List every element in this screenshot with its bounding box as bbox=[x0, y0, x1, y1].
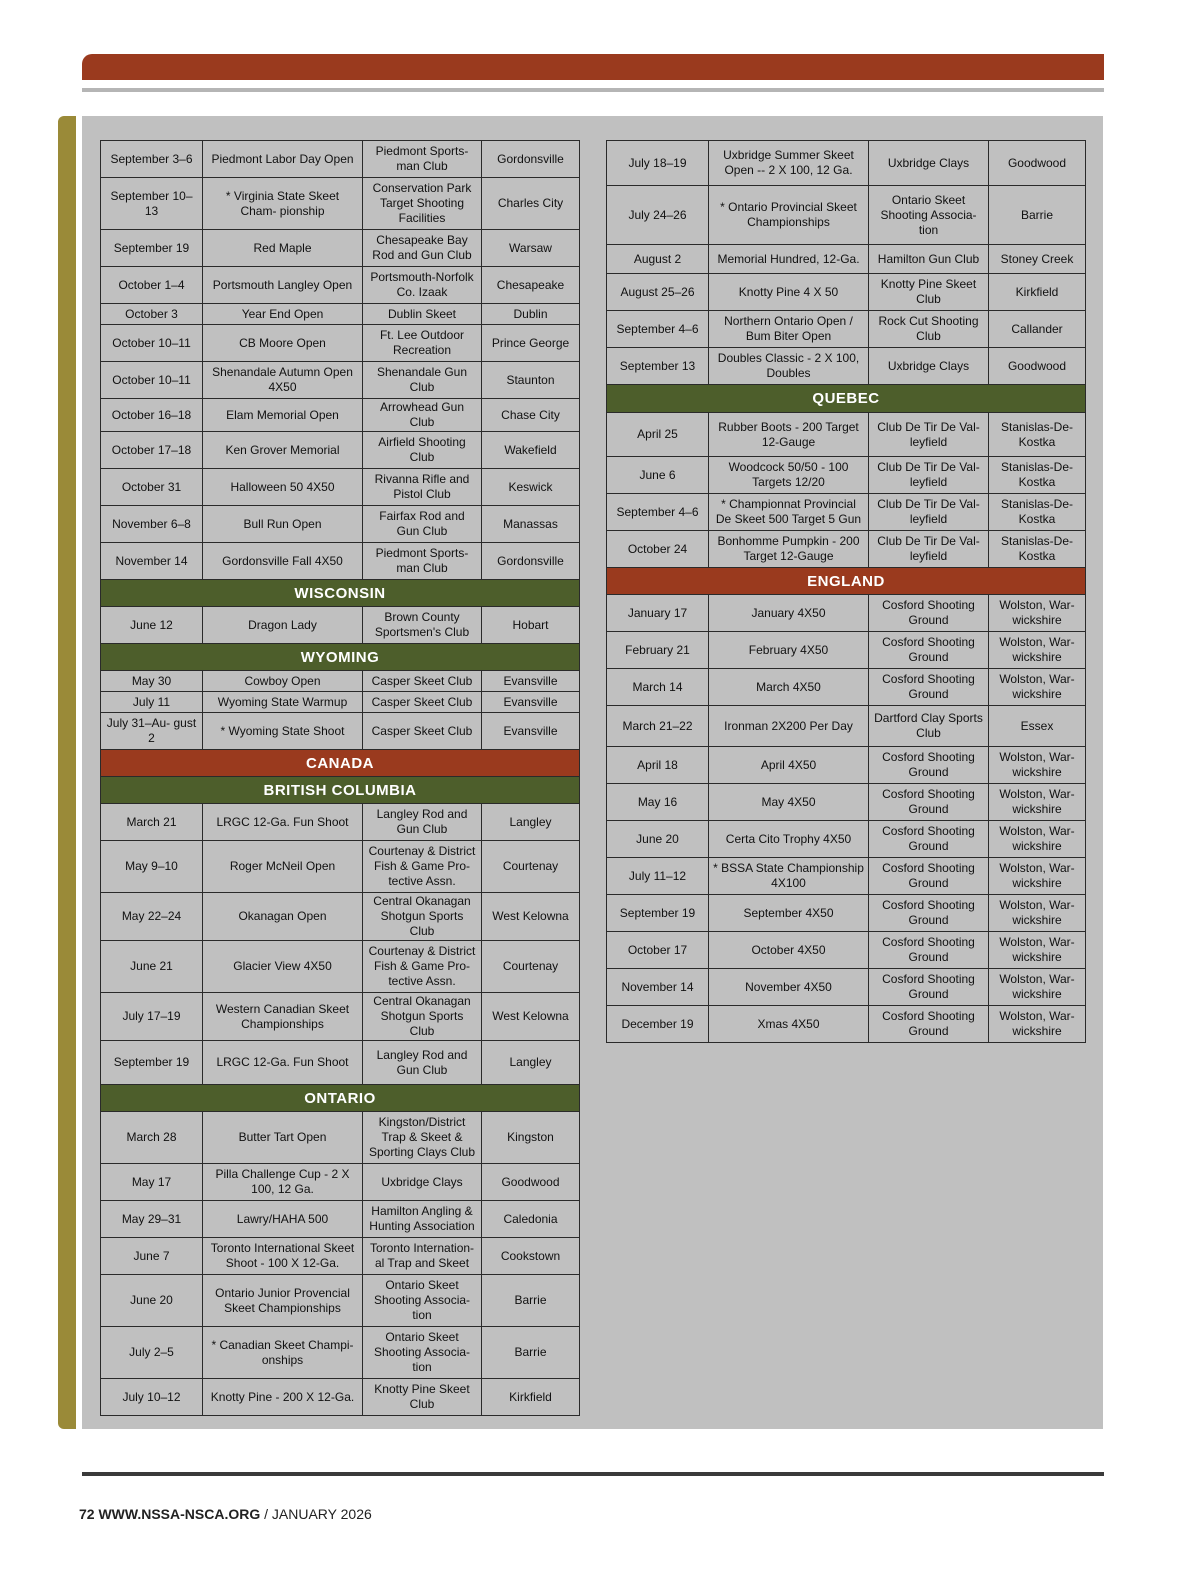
event-location: Evansville bbox=[482, 713, 580, 750]
event-date: July 11 bbox=[101, 692, 203, 713]
event-date: May 29–31 bbox=[101, 1201, 203, 1238]
event-name: Glacier View 4X50 bbox=[203, 941, 363, 993]
event-location: Gordonsville bbox=[482, 141, 580, 178]
section-header: ENGLAND bbox=[607, 568, 1086, 595]
event-location: Hobart bbox=[482, 607, 580, 644]
event-location: Stanislas-De- Kostka bbox=[989, 457, 1086, 494]
event-date: January 17 bbox=[607, 595, 709, 632]
table-row bbox=[101, 432, 580, 469]
event-date: September 13 bbox=[607, 348, 709, 385]
event-club: Airfield Shooting Club bbox=[363, 432, 482, 469]
event-name: * Championnat Provincial De Skeet 500 Target 5 Gun bbox=[709, 494, 869, 531]
event-name: November 4X50 bbox=[709, 969, 869, 1006]
event-name: Xmas 4X50 bbox=[709, 1006, 869, 1043]
event-date: May 9–10 bbox=[101, 841, 203, 893]
event-name: LRGC 12-Ga. Fun Shoot bbox=[203, 804, 363, 841]
event-date: September 3–6 bbox=[101, 141, 203, 178]
section-header-row bbox=[101, 1085, 580, 1112]
event-club: Cosford Shooting Ground bbox=[869, 895, 989, 932]
table-row bbox=[607, 821, 1086, 858]
event-name: Toronto International Skeet Shoot - 100 X 12-Ga. bbox=[203, 1238, 363, 1275]
event-location: Charles City bbox=[482, 178, 580, 230]
event-location: Wolston, War- wickshire bbox=[989, 858, 1086, 895]
top-divider-line bbox=[82, 88, 1104, 92]
event-name: Gordonsville Fall 4X50 bbox=[203, 543, 363, 580]
event-date: September 19 bbox=[101, 230, 203, 267]
event-name: Bonhomme Pumpkin - 200 Target 12-Gauge bbox=[709, 531, 869, 568]
event-club: Knotty Pine Skeet Club bbox=[869, 274, 989, 311]
event-location: Wolston, War- wickshire bbox=[989, 784, 1086, 821]
event-club: Brown County Sportsmen's Club bbox=[363, 607, 482, 644]
event-date: October 10–11 bbox=[101, 362, 203, 399]
event-date: August 2 bbox=[607, 245, 709, 274]
event-club: Cosford Shooting Ground bbox=[869, 821, 989, 858]
event-date: July 17–19 bbox=[101, 993, 203, 1041]
event-name: Ken Grover Memorial bbox=[203, 432, 363, 469]
event-name: Elam Memorial Open bbox=[203, 399, 363, 432]
event-date: May 16 bbox=[607, 784, 709, 821]
section-header: ONTARIO bbox=[101, 1085, 580, 1112]
event-date: July 18–19 bbox=[607, 141, 709, 186]
table-row bbox=[101, 607, 580, 644]
event-club: Piedmont Sports- man Club bbox=[363, 543, 482, 580]
table-row bbox=[607, 494, 1086, 531]
event-name: February 4X50 bbox=[709, 632, 869, 669]
event-club: Courtenay & District Fish & Game Pro- tective Assn. bbox=[363, 941, 482, 993]
event-date: October 17 bbox=[607, 932, 709, 969]
site-url: WWW.NSSA-NSCA.ORG bbox=[98, 1506, 261, 1522]
table-row bbox=[607, 457, 1086, 494]
event-date: September 4–6 bbox=[607, 311, 709, 348]
section-header-row bbox=[101, 750, 580, 777]
event-location: Wolston, War- wickshire bbox=[989, 969, 1086, 1006]
event-club: Central Okanagan Shotgun Sports Club bbox=[363, 993, 482, 1041]
event-club: Cosford Shooting Ground bbox=[869, 858, 989, 895]
table-row bbox=[607, 595, 1086, 632]
event-club: Cosford Shooting Ground bbox=[869, 969, 989, 1006]
event-date: June 20 bbox=[101, 1275, 203, 1327]
event-location: Warsaw bbox=[482, 230, 580, 267]
event-date: February 21 bbox=[607, 632, 709, 669]
event-date: June 20 bbox=[607, 821, 709, 858]
event-name: Rubber Boots - 200 Target 12-Gauge bbox=[709, 413, 869, 457]
event-location: Caledonia bbox=[482, 1201, 580, 1238]
event-location: Wolston, War- wickshire bbox=[989, 595, 1086, 632]
event-location: Chesapeake bbox=[482, 267, 580, 304]
event-club: Casper Skeet Club bbox=[363, 692, 482, 713]
page-footer bbox=[79, 1506, 372, 1522]
table-row bbox=[101, 1238, 580, 1275]
table-row bbox=[101, 1275, 580, 1327]
section-header: QUEBEC bbox=[607, 385, 1086, 413]
event-location: Callander bbox=[989, 311, 1086, 348]
event-location: Barrie bbox=[482, 1275, 580, 1327]
event-date: October 10–11 bbox=[101, 325, 203, 362]
event-location: Wolston, War- wickshire bbox=[989, 669, 1086, 706]
event-club: Portsmouth-Norfolk Co. Izaak bbox=[363, 267, 482, 304]
table-row bbox=[607, 186, 1086, 245]
event-name: * Canadian Skeet Champi- onships bbox=[203, 1327, 363, 1379]
event-location: Evansville bbox=[482, 671, 580, 692]
table-row bbox=[101, 671, 580, 692]
table-row bbox=[101, 543, 580, 580]
table-row bbox=[101, 1327, 580, 1379]
event-name: Ironman 2X200 Per Day bbox=[709, 706, 869, 747]
event-club: Knotty Pine Skeet Club bbox=[363, 1379, 482, 1416]
table-row bbox=[607, 784, 1086, 821]
event-name: April 4X50 bbox=[709, 747, 869, 784]
event-club: Club De Tir De Val- leyfield bbox=[869, 413, 989, 457]
event-club: Rock Cut Shooting Club bbox=[869, 311, 989, 348]
table-row bbox=[101, 230, 580, 267]
event-location: Wolston, War- wickshire bbox=[989, 632, 1086, 669]
event-club: Dartford Clay Sports Club bbox=[869, 706, 989, 747]
event-club: Uxbridge Clays bbox=[363, 1164, 482, 1201]
event-name: Ontario Junior Provencial Skeet Championships bbox=[203, 1275, 363, 1327]
event-club: Ft. Lee Outdoor Recreation bbox=[363, 325, 482, 362]
footer-separator: / bbox=[260, 1506, 272, 1522]
event-date: September 19 bbox=[101, 1041, 203, 1085]
event-club: Piedmont Sports- man Club bbox=[363, 141, 482, 178]
section-header: BRITISH COLUMBIA bbox=[101, 777, 580, 804]
table-row bbox=[607, 969, 1086, 1006]
event-location: Wakefield bbox=[482, 432, 580, 469]
table-row bbox=[607, 141, 1086, 186]
schedule-table-left bbox=[100, 140, 580, 1416]
event-club: Cosford Shooting Ground bbox=[869, 1006, 989, 1043]
event-date: June 6 bbox=[607, 457, 709, 494]
event-name: Year End Open bbox=[203, 304, 363, 325]
event-date: May 17 bbox=[101, 1164, 203, 1201]
table-row bbox=[101, 362, 580, 399]
event-date: June 12 bbox=[101, 607, 203, 644]
table-row bbox=[101, 1164, 580, 1201]
event-location: Wolston, War- wickshire bbox=[989, 932, 1086, 969]
event-club: Courtenay & District Fish & Game Pro- tective Assn. bbox=[363, 841, 482, 893]
event-club: Langley Rod and Gun Club bbox=[363, 1041, 482, 1085]
table-row bbox=[101, 399, 580, 432]
table-row bbox=[101, 941, 580, 993]
event-location: Wolston, War- wickshire bbox=[989, 821, 1086, 858]
table-row bbox=[101, 506, 580, 543]
event-location: Stoney Creek bbox=[989, 245, 1086, 274]
event-date: June 21 bbox=[101, 941, 203, 993]
event-name: Portsmouth Langley Open bbox=[203, 267, 363, 304]
event-location: Goodwood bbox=[482, 1164, 580, 1201]
event-club: Cosford Shooting Ground bbox=[869, 595, 989, 632]
page-number: 72 bbox=[79, 1506, 95, 1522]
event-location: Wolston, War- wickshire bbox=[989, 747, 1086, 784]
event-club: Shenandale Gun Club bbox=[363, 362, 482, 399]
event-location: Barrie bbox=[989, 186, 1086, 245]
event-club: Fairfax Rod and Gun Club bbox=[363, 506, 482, 543]
event-location: Cookstown bbox=[482, 1238, 580, 1275]
table-row bbox=[101, 1379, 580, 1416]
event-club: Central Okanagan Shotgun Sports Club bbox=[363, 893, 482, 941]
table-row bbox=[101, 141, 580, 178]
event-name: Pilla Challenge Cup - 2 X 100, 12 Ga. bbox=[203, 1164, 363, 1201]
event-name: September 4X50 bbox=[709, 895, 869, 932]
event-location: Wolston, War- wickshire bbox=[989, 895, 1086, 932]
event-location: Kirkfield bbox=[482, 1379, 580, 1416]
event-club: Ontario Skeet Shooting Associa- tion bbox=[363, 1327, 482, 1379]
event-location: Chase City bbox=[482, 399, 580, 432]
event-location: Stanislas-De- Kostka bbox=[989, 531, 1086, 568]
event-date: March 28 bbox=[101, 1112, 203, 1164]
event-location: Manassas bbox=[482, 506, 580, 543]
event-club: Club De Tir De Val- leyfield bbox=[869, 457, 989, 494]
event-location: Gordonsville bbox=[482, 543, 580, 580]
event-date: December 19 bbox=[607, 1006, 709, 1043]
event-name: Western Canadian Skeet Championships bbox=[203, 993, 363, 1041]
event-date: October 31 bbox=[101, 469, 203, 506]
section-header-row bbox=[101, 644, 580, 671]
event-location: Stanislas-De- Kostka bbox=[989, 494, 1086, 531]
table-row bbox=[607, 1006, 1086, 1043]
event-name: Wyoming State Warmup bbox=[203, 692, 363, 713]
event-date: September 19 bbox=[607, 895, 709, 932]
issue-date: JANUARY 2026 bbox=[271, 1506, 372, 1522]
event-date: August 25–26 bbox=[607, 274, 709, 311]
event-date: November 14 bbox=[101, 543, 203, 580]
event-club: Club De Tir De Val- leyfield bbox=[869, 494, 989, 531]
event-club: Cosford Shooting Ground bbox=[869, 932, 989, 969]
event-club: Langley Rod and Gun Club bbox=[363, 804, 482, 841]
event-club: Uxbridge Clays bbox=[869, 348, 989, 385]
event-location: Kingston bbox=[482, 1112, 580, 1164]
event-date: October 24 bbox=[607, 531, 709, 568]
table-row bbox=[607, 706, 1086, 747]
event-date: April 18 bbox=[607, 747, 709, 784]
event-date: October 17–18 bbox=[101, 432, 203, 469]
event-name: CB Moore Open bbox=[203, 325, 363, 362]
event-club: Conservation Park Target Shooting Facilities bbox=[363, 178, 482, 230]
event-date: July 24–26 bbox=[607, 186, 709, 245]
section-header-row bbox=[101, 580, 580, 607]
event-club: Casper Skeet Club bbox=[363, 671, 482, 692]
event-club: Chesapeake Bay Rod and Gun Club bbox=[363, 230, 482, 267]
event-name: Butter Tart Open bbox=[203, 1112, 363, 1164]
event-club: Cosford Shooting Ground bbox=[869, 669, 989, 706]
event-name: October 4X50 bbox=[709, 932, 869, 969]
table-row bbox=[101, 713, 580, 750]
event-location: Barrie bbox=[482, 1327, 580, 1379]
event-name: May 4X50 bbox=[709, 784, 869, 821]
event-date: April 25 bbox=[607, 413, 709, 457]
event-name: Shenandale Autumn Open 4X50 bbox=[203, 362, 363, 399]
schedule-table-right bbox=[606, 140, 1086, 1043]
event-name: Dragon Lady bbox=[203, 607, 363, 644]
top-header-band bbox=[82, 54, 1104, 80]
event-location: Prince George bbox=[482, 325, 580, 362]
section-header: WISCONSIN bbox=[101, 580, 580, 607]
footer-divider-line bbox=[82, 1472, 1104, 1476]
table-row bbox=[607, 669, 1086, 706]
table-row bbox=[101, 893, 580, 941]
table-row bbox=[101, 1112, 580, 1164]
event-name: Certa Cito Trophy 4X50 bbox=[709, 821, 869, 858]
event-location: Courtenay bbox=[482, 841, 580, 893]
event-date: July 2–5 bbox=[101, 1327, 203, 1379]
event-name: Northern Ontario Open / Bum Biter Open bbox=[709, 311, 869, 348]
event-date: October 16–18 bbox=[101, 399, 203, 432]
event-club: Cosford Shooting Ground bbox=[869, 632, 989, 669]
event-date: May 30 bbox=[101, 671, 203, 692]
event-club: Rivanna Rifle and Pistol Club bbox=[363, 469, 482, 506]
event-name: Woodcock 50/50 - 100 Targets 12/20 bbox=[709, 457, 869, 494]
event-club: Arrowhead Gun Club bbox=[363, 399, 482, 432]
event-location: Langley bbox=[482, 804, 580, 841]
table-row bbox=[101, 325, 580, 362]
event-date: June 7 bbox=[101, 1238, 203, 1275]
event-date: November 6–8 bbox=[101, 506, 203, 543]
event-location: Stanislas-De- Kostka bbox=[989, 413, 1086, 457]
event-location: Essex bbox=[989, 706, 1086, 747]
event-name: January 4X50 bbox=[709, 595, 869, 632]
event-name: Lawry/HAHA 500 bbox=[203, 1201, 363, 1238]
event-club: Toronto Internation- al Trap and Skeet bbox=[363, 1238, 482, 1275]
event-name: Bull Run Open bbox=[203, 506, 363, 543]
event-name: Halloween 50 4X50 bbox=[203, 469, 363, 506]
event-date: July 31–Au- gust 2 bbox=[101, 713, 203, 750]
event-name: March 4X50 bbox=[709, 669, 869, 706]
event-date: July 10–12 bbox=[101, 1379, 203, 1416]
table-row bbox=[607, 747, 1086, 784]
event-name: * Wyoming State Shoot bbox=[203, 713, 363, 750]
event-club: Cosford Shooting Ground bbox=[869, 784, 989, 821]
table-row bbox=[607, 932, 1086, 969]
event-club: Hamilton Angling & Hunting Association bbox=[363, 1201, 482, 1238]
table-row bbox=[101, 841, 580, 893]
event-location: Goodwood bbox=[989, 348, 1086, 385]
event-name: Red Maple bbox=[203, 230, 363, 267]
event-location: Wolston, War- wickshire bbox=[989, 1006, 1086, 1043]
event-location: Staunton bbox=[482, 362, 580, 399]
table-row bbox=[607, 895, 1086, 932]
table-row bbox=[607, 245, 1086, 274]
section-header: WYOMING bbox=[101, 644, 580, 671]
event-date: March 14 bbox=[607, 669, 709, 706]
table-row bbox=[607, 632, 1086, 669]
table-row bbox=[101, 1201, 580, 1238]
table-row bbox=[101, 1041, 580, 1085]
section-header-row bbox=[101, 777, 580, 804]
event-club: Uxbridge Clays bbox=[869, 141, 989, 186]
event-club: Casper Skeet Club bbox=[363, 713, 482, 750]
event-name: Memorial Hundred, 12-Ga. bbox=[709, 245, 869, 274]
event-name: Okanagan Open bbox=[203, 893, 363, 941]
event-location: Evansville bbox=[482, 692, 580, 713]
event-name: LRGC 12-Ga. Fun Shoot bbox=[203, 1041, 363, 1085]
event-name: Knotty Pine - 200 X 12-Ga. bbox=[203, 1379, 363, 1416]
event-date: July 11–12 bbox=[607, 858, 709, 895]
event-club: Ontario Skeet Shooting Associa- tion bbox=[363, 1275, 482, 1327]
section-header-row bbox=[607, 385, 1086, 413]
table-row bbox=[101, 804, 580, 841]
event-club: Club De Tir De Val- leyfield bbox=[869, 531, 989, 568]
event-club: Kingston/District Trap & Skeet & Sporting Clays Club bbox=[363, 1112, 482, 1164]
event-name: Doubles Classic - 2 X 100, Doubles bbox=[709, 348, 869, 385]
table-row bbox=[101, 692, 580, 713]
event-name: Uxbridge Summer Skeet Open -- 2 X 100, 12 Ga. bbox=[709, 141, 869, 186]
table-row bbox=[101, 267, 580, 304]
event-location: Keswick bbox=[482, 469, 580, 506]
section-header-row bbox=[607, 568, 1086, 595]
event-name: * BSSA State Championship 4X100 bbox=[709, 858, 869, 895]
event-date: March 21 bbox=[101, 804, 203, 841]
event-location: West Kelowna bbox=[482, 993, 580, 1041]
event-date: May 22–24 bbox=[101, 893, 203, 941]
event-location: Dublin bbox=[482, 304, 580, 325]
table-row bbox=[101, 304, 580, 325]
event-location: Goodwood bbox=[989, 141, 1086, 186]
event-club: Hamilton Gun Club bbox=[869, 245, 989, 274]
table-row bbox=[101, 469, 580, 506]
event-club: Cosford Shooting Ground bbox=[869, 747, 989, 784]
event-name: Piedmont Labor Day Open bbox=[203, 141, 363, 178]
event-date: March 21–22 bbox=[607, 706, 709, 747]
event-location: Kirkfield bbox=[989, 274, 1086, 311]
side-accent-bar bbox=[58, 116, 76, 1429]
table-row bbox=[607, 531, 1086, 568]
table-row bbox=[607, 274, 1086, 311]
event-name: * Virginia State Skeet Cham- pionship bbox=[203, 178, 363, 230]
event-location: Langley bbox=[482, 1041, 580, 1085]
section-header: CANADA bbox=[101, 750, 580, 777]
event-location: Courtenay bbox=[482, 941, 580, 993]
event-date: September 4–6 bbox=[607, 494, 709, 531]
table-row bbox=[101, 178, 580, 230]
table-row bbox=[607, 413, 1086, 457]
event-club: Dublin Skeet bbox=[363, 304, 482, 325]
table-row bbox=[101, 993, 580, 1041]
table-row bbox=[607, 348, 1086, 385]
table-row bbox=[607, 858, 1086, 895]
event-date: November 14 bbox=[607, 969, 709, 1006]
event-location: West Kelowna bbox=[482, 893, 580, 941]
event-date: October 3 bbox=[101, 304, 203, 325]
event-date: September 10–13 bbox=[101, 178, 203, 230]
event-name: Roger McNeil Open bbox=[203, 841, 363, 893]
event-club: Ontario Skeet Shooting Associa- tion bbox=[869, 186, 989, 245]
event-name: * Ontario Provincial Skeet Championships bbox=[709, 186, 869, 245]
table-row bbox=[607, 311, 1086, 348]
event-name: Knotty Pine 4 X 50 bbox=[709, 274, 869, 311]
event-name: Cowboy Open bbox=[203, 671, 363, 692]
event-date: October 1–4 bbox=[101, 267, 203, 304]
